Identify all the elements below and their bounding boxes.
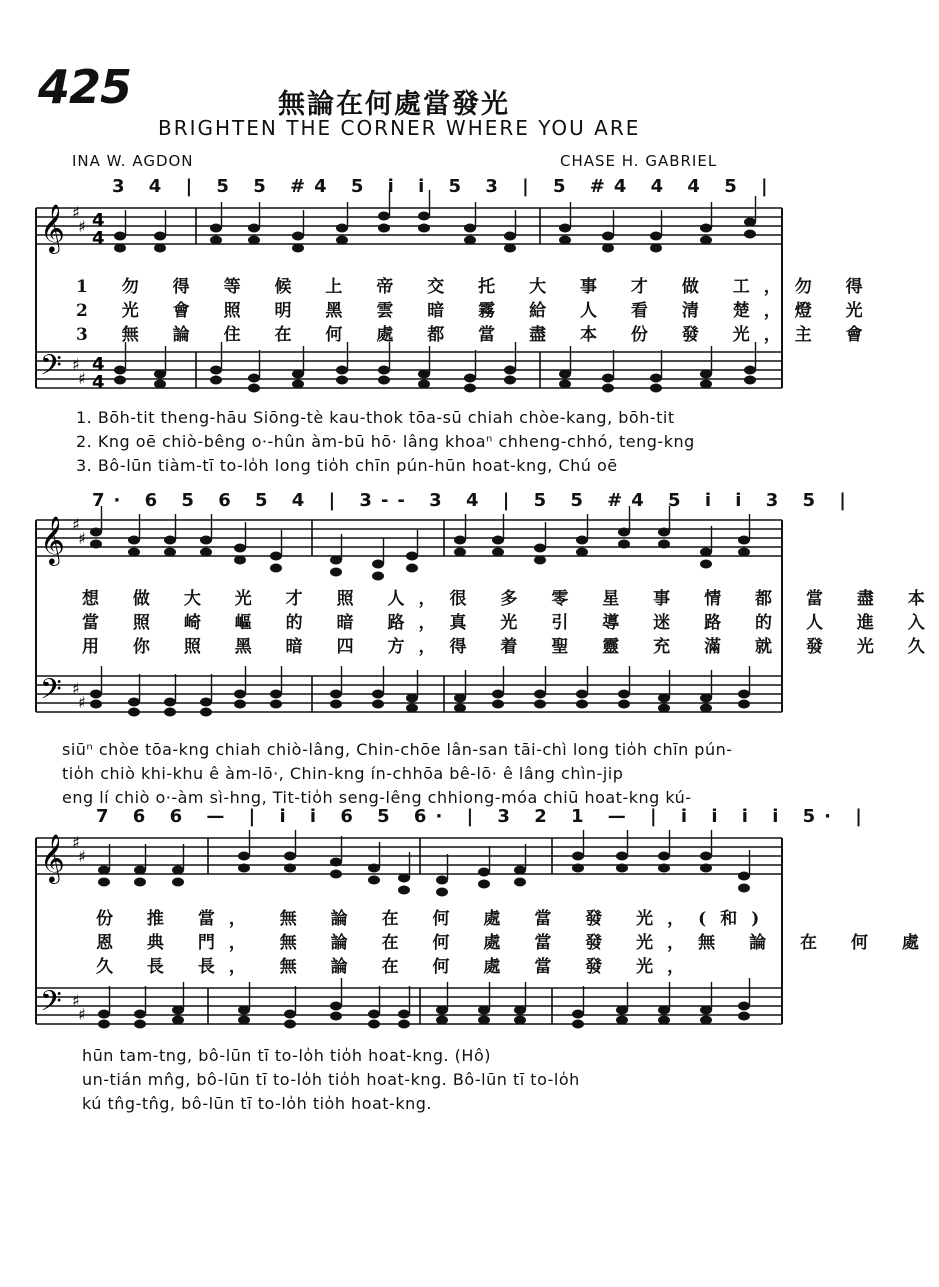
lyric-zh-verse-3: 3 無 論 住 在 何 處 都 當 盡 本 份 發 光，主 會 xyxy=(76,325,877,345)
notehead xyxy=(618,528,630,537)
notehead xyxy=(284,864,296,873)
notehead xyxy=(378,366,390,375)
notehead xyxy=(406,552,418,561)
hymn-number: 425 xyxy=(38,60,132,114)
jianpu-line-3: 7 6 6 — | i i 6 5 6· | 3 2 1 — | i i i i 5· | xyxy=(96,806,871,827)
notehead xyxy=(534,690,546,699)
notehead xyxy=(398,874,410,883)
notehead xyxy=(90,690,102,699)
notehead xyxy=(618,540,630,549)
notehead xyxy=(372,560,384,569)
notehead xyxy=(616,852,628,861)
notehead xyxy=(292,232,304,241)
notehead xyxy=(572,1020,584,1029)
notehead xyxy=(514,1006,526,1015)
notehead xyxy=(418,370,430,379)
notehead xyxy=(576,690,588,699)
sharp-icon: ♯ xyxy=(78,693,86,712)
notehead xyxy=(330,858,342,867)
notehead xyxy=(504,376,516,385)
notehead xyxy=(650,374,662,383)
notehead xyxy=(248,224,260,233)
notehead xyxy=(514,878,526,887)
notehead xyxy=(284,852,296,861)
notehead xyxy=(700,380,712,389)
notehead xyxy=(234,700,246,709)
notehead xyxy=(492,536,504,545)
notehead xyxy=(744,218,756,227)
lyric-zh-verse-2: 恩 典 門， 無 論 在 何 處 當 發 光，無 論 在 何 處 xyxy=(96,933,933,953)
notehead xyxy=(454,704,466,713)
notehead xyxy=(164,536,176,545)
sharp-icon: ♯ xyxy=(78,847,86,866)
lyric-zh-verse-1: 份 推 當， 無 論 在 何 處 當 發 光，(和) xyxy=(96,909,774,929)
notehead xyxy=(200,536,212,545)
notehead xyxy=(602,232,614,241)
notehead xyxy=(454,548,466,557)
notehead xyxy=(372,690,384,699)
notehead xyxy=(330,700,342,709)
notehead xyxy=(114,366,126,375)
notehead xyxy=(210,376,222,385)
notehead xyxy=(368,876,380,885)
notehead xyxy=(700,560,712,569)
notehead xyxy=(270,690,282,699)
sharp-icon: ♯ xyxy=(78,529,86,548)
notehead xyxy=(90,528,102,537)
notehead xyxy=(478,880,490,889)
notehead xyxy=(154,380,166,389)
notehead xyxy=(658,528,670,537)
notehead xyxy=(154,232,166,241)
notehead xyxy=(418,380,430,389)
notehead xyxy=(134,1020,146,1029)
notehead xyxy=(738,872,750,881)
notehead xyxy=(572,864,584,873)
lyric-rom-verse-2: un-tián mn̂g, bô-lūn tī to-lo̍h tio̍h hoat-kng. Bô-lūn tī to-lo̍h xyxy=(82,1070,580,1089)
notehead xyxy=(378,212,390,221)
notehead xyxy=(368,864,380,873)
lyricist-credit: INA W. AGDON xyxy=(72,152,194,170)
notehead xyxy=(372,700,384,709)
notehead xyxy=(738,690,750,699)
notehead xyxy=(330,1002,342,1011)
notehead xyxy=(514,1016,526,1025)
notehead xyxy=(738,1012,750,1021)
notehead xyxy=(98,1010,110,1019)
notehead xyxy=(98,878,110,887)
notehead xyxy=(172,1006,184,1015)
notehead xyxy=(398,1010,410,1019)
notehead xyxy=(744,230,756,239)
notehead xyxy=(406,564,418,573)
notehead xyxy=(700,370,712,379)
notehead xyxy=(559,224,571,233)
lyric-rom-verse-3: kú tn̂g-tn̂g, bô-lūn tī to-lo̍h tio̍h hoat-kng. xyxy=(82,1094,432,1113)
notehead xyxy=(492,690,504,699)
time-signature: 4 xyxy=(92,228,105,249)
notehead xyxy=(418,224,430,233)
notehead xyxy=(330,690,342,699)
notehead xyxy=(618,690,630,699)
notehead xyxy=(576,536,588,545)
lyric-zh-verse-2: 2 光 會 照 明 黑 雲 暗 霧 給 人 看 清 楚，燈 光 xyxy=(76,301,877,321)
notehead xyxy=(200,698,212,707)
notehead xyxy=(398,886,410,895)
sharp-icon: ♯ xyxy=(72,203,80,222)
notehead xyxy=(90,540,102,549)
notehead xyxy=(98,1020,110,1029)
notehead xyxy=(234,544,246,553)
sharp-icon: ♯ xyxy=(72,991,80,1010)
sharp-icon: ♯ xyxy=(72,355,80,374)
notehead xyxy=(616,1006,628,1015)
notehead xyxy=(248,384,260,393)
notehead xyxy=(330,1012,342,1021)
notehead xyxy=(114,244,126,253)
notehead xyxy=(134,866,146,875)
notehead xyxy=(336,376,348,385)
notehead xyxy=(576,548,588,557)
notehead xyxy=(210,236,222,245)
notehead xyxy=(738,548,750,557)
notehead xyxy=(418,212,430,221)
lyric-rom-verse-1: 1. Bōh-tit theng-hāu Siōng-tè kau-thok tōa-sū chiah chòe-kang, bōh-tit xyxy=(76,408,675,427)
english-title: BRIGHTEN THE CORNER WHERE YOU ARE xyxy=(158,116,641,140)
notehead xyxy=(534,556,546,565)
notehead xyxy=(738,700,750,709)
notehead xyxy=(576,700,588,709)
notehead xyxy=(738,884,750,893)
notehead xyxy=(559,370,571,379)
notehead xyxy=(128,548,140,557)
notehead xyxy=(292,244,304,253)
notehead xyxy=(154,244,166,253)
chinese-title: 無論在何處當發光 xyxy=(278,89,510,120)
notehead xyxy=(368,1020,380,1029)
notehead xyxy=(292,370,304,379)
notehead xyxy=(700,1016,712,1025)
sharp-icon: ♯ xyxy=(78,1005,86,1024)
lyric-rom-verse-1: hūn tam-tng, bô-lūn tī to-lo̍h tio̍h hoat-kng. (Hô) xyxy=(82,1046,491,1065)
lyric-rom-verse-1: siūⁿ chòe tōa-kng chiah chiò-lâng, Chin-chōe lân-san tāi-chì long tio̍h chīn pún- xyxy=(62,740,733,759)
notehead xyxy=(602,384,614,393)
notehead xyxy=(738,1002,750,1011)
notehead xyxy=(406,694,418,703)
sharp-icon: ♯ xyxy=(72,679,80,698)
notehead xyxy=(478,1006,490,1015)
notehead xyxy=(534,544,546,553)
notehead xyxy=(238,1016,250,1025)
lyric-zh-verse-1: 1 勿 得 等 候 上 帝 交 托 大 事 才 做 工，勿 得 xyxy=(76,277,877,297)
notehead xyxy=(738,536,750,545)
notehead xyxy=(492,548,504,557)
notehead xyxy=(602,244,614,253)
notehead xyxy=(164,698,176,707)
notehead xyxy=(114,376,126,385)
notehead xyxy=(406,704,418,713)
notehead xyxy=(658,540,670,549)
notehead xyxy=(270,564,282,573)
notehead xyxy=(172,1016,184,1025)
notehead xyxy=(172,866,184,875)
notehead xyxy=(650,244,662,253)
notehead xyxy=(504,244,516,253)
sharp-icon: ♯ xyxy=(78,217,86,236)
notehead xyxy=(504,366,516,375)
lyric-zh-verse-3: 用 你 照 黑 暗 四 方，得 着 聖 靈 充 滿 就 發 光 久 xyxy=(82,637,939,657)
notehead xyxy=(270,700,282,709)
sharp-icon: ♯ xyxy=(72,515,80,534)
notehead xyxy=(238,864,250,873)
lyric-zh-verse-1: 想 做 大 光 才 照 人，很 多 零 星 事 情 都 當 盡 本 xyxy=(82,589,939,609)
notehead xyxy=(464,236,476,245)
notehead xyxy=(700,704,712,713)
notehead xyxy=(134,878,146,887)
notehead xyxy=(700,694,712,703)
notehead xyxy=(234,690,246,699)
notehead xyxy=(492,700,504,709)
notehead xyxy=(372,572,384,581)
notehead xyxy=(398,1020,410,1029)
notehead xyxy=(700,224,712,233)
notehead xyxy=(650,384,662,393)
treble-clef-icon: 𝄞 xyxy=(40,833,65,882)
notehead xyxy=(90,700,102,709)
notehead xyxy=(200,548,212,557)
notehead xyxy=(284,1010,296,1019)
notehead xyxy=(128,708,140,717)
notehead xyxy=(368,1010,380,1019)
notehead xyxy=(200,708,212,717)
notehead xyxy=(658,704,670,713)
notehead xyxy=(134,1010,146,1019)
jianpu-line-2: 7· 6 5 6 5 4 | 3-- 3 4 | 5 5 #4 5 i i 3 5 | xyxy=(92,490,855,511)
sharp-icon: ♯ xyxy=(72,833,80,852)
notehead xyxy=(744,366,756,375)
notehead xyxy=(700,864,712,873)
notehead xyxy=(436,1016,448,1025)
time-signature: 4 xyxy=(92,372,105,393)
treble-clef-icon: 𝄞 xyxy=(40,203,65,252)
notehead xyxy=(650,232,662,241)
lyric-rom-verse-3: 3. Bô-lūn tiàm-tī to-lo̍h long tio̍h chīn pún-hūn hoat-kng, Chú oē xyxy=(76,456,618,475)
notehead xyxy=(534,700,546,709)
sharp-icon: ♯ xyxy=(78,369,86,388)
notehead xyxy=(744,376,756,385)
notehead xyxy=(572,852,584,861)
notehead xyxy=(164,708,176,717)
notehead xyxy=(658,1006,670,1015)
notehead xyxy=(336,366,348,375)
notehead xyxy=(238,852,250,861)
notehead xyxy=(700,852,712,861)
lyric-rom-verse-2: tio̍h chiò khi-khu ê àm-lō·, Chin-kng ín-chhōa bê-lō· ê lâng chìn-jip xyxy=(62,764,624,783)
notehead xyxy=(210,224,222,233)
notehead xyxy=(336,236,348,245)
notehead xyxy=(234,556,246,565)
notehead xyxy=(330,556,342,565)
notehead xyxy=(172,878,184,887)
notehead xyxy=(128,698,140,707)
lyric-zh-verse-2: 當 照 崎 嶇 的 暗 路，真 光 引 導 迷 路 的 人 進 入 xyxy=(82,613,939,633)
notehead xyxy=(292,380,304,389)
notehead xyxy=(700,548,712,557)
notehead xyxy=(238,1006,250,1015)
notehead xyxy=(378,376,390,385)
notehead xyxy=(270,552,282,561)
notehead xyxy=(700,236,712,245)
notehead xyxy=(559,380,571,389)
time-signature: 4 xyxy=(92,354,105,375)
notehead xyxy=(658,852,670,861)
notehead xyxy=(658,864,670,873)
lyric-rom-verse-3: eng lí chiò o·-àm sì-hng, Tit-tio̍h seng-lêng chhiong-móa chiū hoat-kng kú- xyxy=(62,788,692,807)
notehead xyxy=(572,1010,584,1019)
notehead xyxy=(114,232,126,241)
notehead xyxy=(658,1016,670,1025)
notehead xyxy=(436,1006,448,1015)
notehead xyxy=(330,568,342,577)
notehead xyxy=(602,374,614,383)
notehead xyxy=(330,870,342,879)
treble-clef-icon: 𝄞 xyxy=(40,515,65,564)
bass-clef-icon: 𝄢 xyxy=(40,985,62,1025)
notehead xyxy=(454,694,466,703)
notehead xyxy=(210,366,222,375)
bass-clef-icon: 𝄢 xyxy=(40,349,62,389)
lyric-zh-verse-3: 久 長 長， 無 論 在 何 處 當 發 光， xyxy=(96,957,699,977)
notehead xyxy=(248,236,260,245)
notehead xyxy=(504,232,516,241)
notehead xyxy=(464,374,476,383)
notehead xyxy=(616,1016,628,1025)
notehead xyxy=(514,866,526,875)
notehead xyxy=(98,866,110,875)
notehead xyxy=(436,888,448,897)
notehead xyxy=(478,868,490,877)
notehead xyxy=(700,1006,712,1015)
bass-clef-icon: 𝄢 xyxy=(40,673,62,713)
notehead xyxy=(336,224,348,233)
notehead xyxy=(616,864,628,873)
notehead xyxy=(154,370,166,379)
notehead xyxy=(618,700,630,709)
notehead xyxy=(378,224,390,233)
notehead xyxy=(436,876,448,885)
notehead xyxy=(478,1016,490,1025)
lyric-rom-verse-2: 2. Kng oē chiò-bêng o·-hûn àm-bū hō· lâng khoaⁿ chheng-chhó, teng-kng xyxy=(76,432,695,451)
notehead xyxy=(559,236,571,245)
notehead xyxy=(248,374,260,383)
notehead xyxy=(454,536,466,545)
notehead xyxy=(128,536,140,545)
notehead xyxy=(284,1020,296,1029)
notehead xyxy=(464,224,476,233)
notehead xyxy=(658,694,670,703)
notehead xyxy=(164,548,176,557)
time-signature: 4 xyxy=(92,210,105,231)
composer-credit: CHASE H. GABRIEL xyxy=(560,152,718,170)
notehead xyxy=(464,384,476,393)
jianpu-line-1: 3 4 | 5 5 #4 5 i i 5 3 | 5 #4 4 4 5 | xyxy=(112,176,777,197)
